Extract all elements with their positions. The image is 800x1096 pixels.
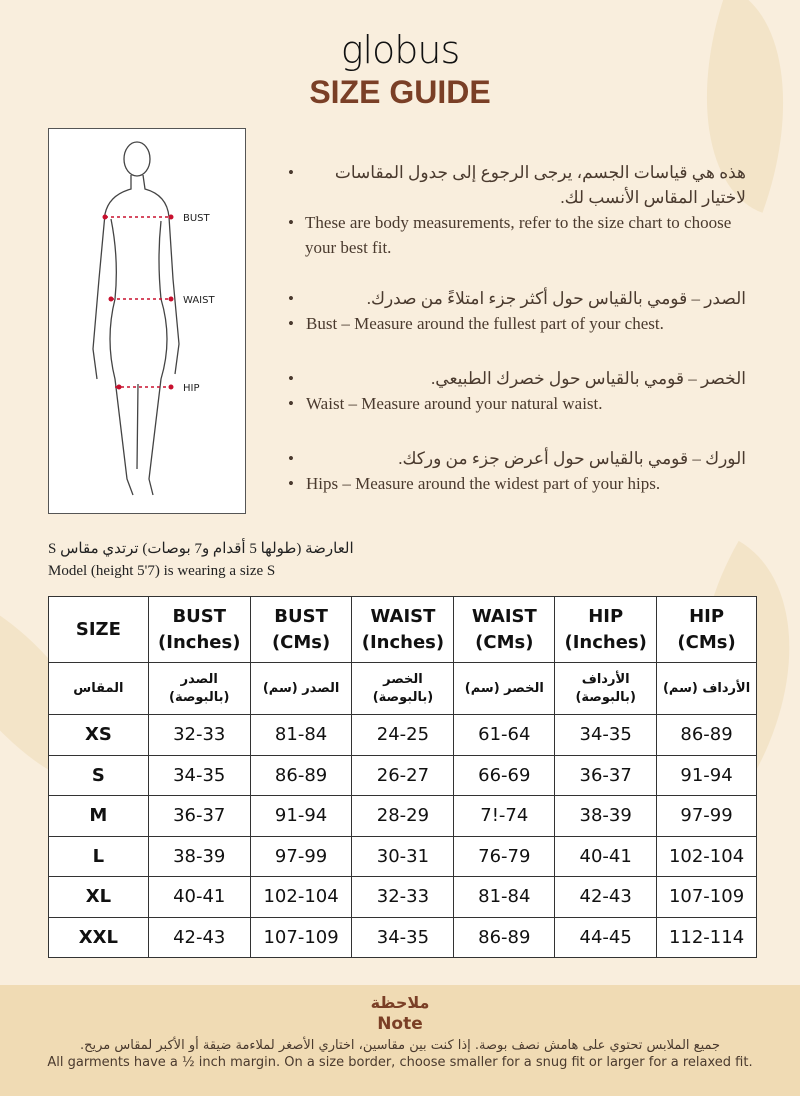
table-cell: 107-109	[250, 917, 352, 958]
brand-logo: globus	[340, 28, 460, 72]
column-header-line: BUST	[274, 605, 328, 627]
table-cell: 40-41	[148, 877, 250, 918]
table-cell: 40-41	[555, 836, 657, 877]
table-cell: 86-89	[657, 715, 757, 756]
size-chart-table	[48, 596, 757, 958]
column-header-line: HIP	[588, 605, 624, 627]
column-header-line: (CMs)	[677, 631, 736, 653]
table-cell: 26-27	[352, 755, 454, 796]
column-header-line: (CMs)	[475, 631, 534, 653]
table-row	[49, 877, 757, 918]
instruction-ar: الخصر – قومي بالقياس حول خصرك الطبيعي.	[431, 369, 746, 388]
column-header-line: (Inches)	[158, 631, 241, 653]
table-cell: XL	[49, 877, 149, 918]
table-cell: 42-43	[148, 917, 250, 958]
column-header	[49, 597, 149, 663]
table-cell: 24-25	[352, 715, 454, 756]
column-header-ar: المقاس	[49, 663, 149, 715]
column-header-line: WAIST	[370, 605, 436, 627]
table-cell: 102-104	[657, 836, 757, 877]
column-header	[657, 597, 757, 663]
table-cell: 102-104	[250, 877, 352, 918]
note-title-ar: ملاحظة	[370, 993, 430, 1012]
column-header-ar: الخصر (بالبوصة)	[352, 663, 454, 715]
table-cell: 91-94	[250, 796, 352, 837]
table-cell: 36-37	[555, 755, 657, 796]
table-row	[49, 836, 757, 877]
column-header	[250, 597, 352, 663]
table-cell: 34-35	[352, 917, 454, 958]
table-cell: 36-37	[148, 796, 250, 837]
note-title-en: Note	[377, 1014, 423, 1034]
column-header-line: (Inches)	[564, 631, 647, 653]
column-header-ar: الأرداف (بالبوصة)	[555, 663, 657, 715]
model-info-en: Model (height 5'7) is wearing a size S	[48, 563, 276, 579]
table-cell: 34-35	[555, 715, 657, 756]
waist-label: WAIST	[183, 295, 215, 306]
table-cell: 91-94	[657, 755, 757, 796]
table-cell: 32-33	[352, 877, 454, 918]
table-cell: 32-33	[148, 715, 250, 756]
table-cell: 86-89	[454, 917, 555, 958]
column-header	[352, 597, 454, 663]
instruction-en: Bust – Measure around the fullest part of your chest.	[306, 314, 664, 333]
column-header-line: BUST	[172, 605, 227, 627]
body-measurement-figure	[48, 128, 246, 514]
table-cell: XS	[49, 715, 149, 756]
table-cell: 28-29	[352, 796, 454, 837]
model-info	[48, 538, 358, 582]
note-text-en: All garments have a ½ inch margin. On a size border, choose smaller for a snug fit or larger for a relaxed fit.	[47, 1055, 753, 1070]
table-cell: 97-99	[250, 836, 352, 877]
table-cell: 81-84	[250, 715, 352, 756]
column-header-line: WAIST	[471, 605, 537, 627]
table-cell: L	[49, 836, 149, 877]
measurement-instructions: • هذه هي قياسات الجسم، يرجى الرجوع إلى جدول المقاسات لاختيار المقاس الأنسب لك. • These are body measurements, refer to the size chart to choose your best fit. • الصدر – قومي بالقياس حول أكثر جزء امتلاءً من صدرك. • Bust – Measure around the fullest part of your chest. • الخصر – قومي بالقياس حول خصرك الطبيعي. • Waist – Measure around your natural waist. • الورك – قومي بالقياس حول أعرض جزء من وركك. • Hips – Measure around the widest part of your hips.	[288, 160, 758, 526]
table-cell: 97-99	[657, 796, 757, 837]
column-header	[555, 597, 657, 663]
column-header-ar: الخصر (سم)	[454, 663, 555, 715]
column-header	[148, 597, 250, 663]
note-section	[0, 985, 800, 1096]
column-header-line: (CMs)	[271, 631, 331, 653]
instruction-ar: هذه هي قياسات الجسم، يرجى الرجوع إلى جدول المقاسات لاختيار المقاس الأنسب لك.	[334, 163, 746, 207]
table-cell: 76-79	[454, 836, 555, 877]
table-cell: 112-114	[657, 917, 757, 958]
table-cell: 34-35	[148, 755, 250, 796]
table-cell: 66-69	[454, 755, 555, 796]
bust-label: BUST	[183, 213, 210, 224]
table-cell: 107-109	[657, 877, 757, 918]
instruction-ar: الصدر – قومي بالقياس حول أكثر جزء امتلاءً من صدرك.	[366, 289, 746, 308]
instruction-en: Hips – Measure around the widest part of your hips.	[306, 474, 661, 493]
instruction-en: These are body measurements, refer to the size chart to choose your best fit.	[305, 213, 732, 257]
column-header-ar: الأرداف (سم)	[657, 663, 757, 715]
column-header-line: (Inches)	[361, 631, 445, 653]
table-cell: 38-39	[148, 836, 250, 877]
table-cell: 86-89	[250, 755, 352, 796]
column-header	[454, 597, 555, 663]
table-cell: 61-64	[454, 715, 555, 756]
table-cell: M	[49, 796, 149, 837]
table-cell: 42-43	[555, 877, 657, 918]
table-cell: S	[49, 755, 149, 796]
column-header-ar: الصدر (بالبوصة)	[148, 663, 250, 715]
instruction-ar: الورك – قومي بالقياس حول أعرض جزء من وركك.	[398, 449, 746, 468]
table-cell: 44-45	[555, 917, 657, 958]
page-title: SIZE GUIDE	[309, 74, 491, 110]
hip-label: HIP	[183, 383, 200, 394]
table-row	[49, 755, 757, 796]
instruction-en: Waist – Measure around your natural waist.	[306, 394, 603, 413]
column-header-line: HIP	[689, 605, 725, 627]
note-text-ar: جميع الملابس تحتوي على هامش نصف بوصة. إذا كنت بين مقاسين، اختاري الأصغر لملاءمة ضيقة أو الأكبر لمقاس مريح.	[79, 1038, 721, 1053]
table-row	[49, 917, 757, 958]
table-cell: XXL	[49, 917, 149, 958]
table-cell: 30-31	[352, 836, 454, 877]
table-row	[49, 715, 757, 756]
column-header-line: SIZE	[75, 618, 121, 640]
table-row	[49, 796, 757, 837]
table-cell: 38-39	[555, 796, 657, 837]
column-header-ar: الصدر (سم)	[250, 663, 352, 715]
table-cell: 81-84	[454, 877, 555, 918]
table-cell: 7!-74	[454, 796, 555, 837]
model-info-ar: العارضة (طولها 5 أقدام و7 بوصات) ترتدي مقاس S	[48, 541, 354, 557]
